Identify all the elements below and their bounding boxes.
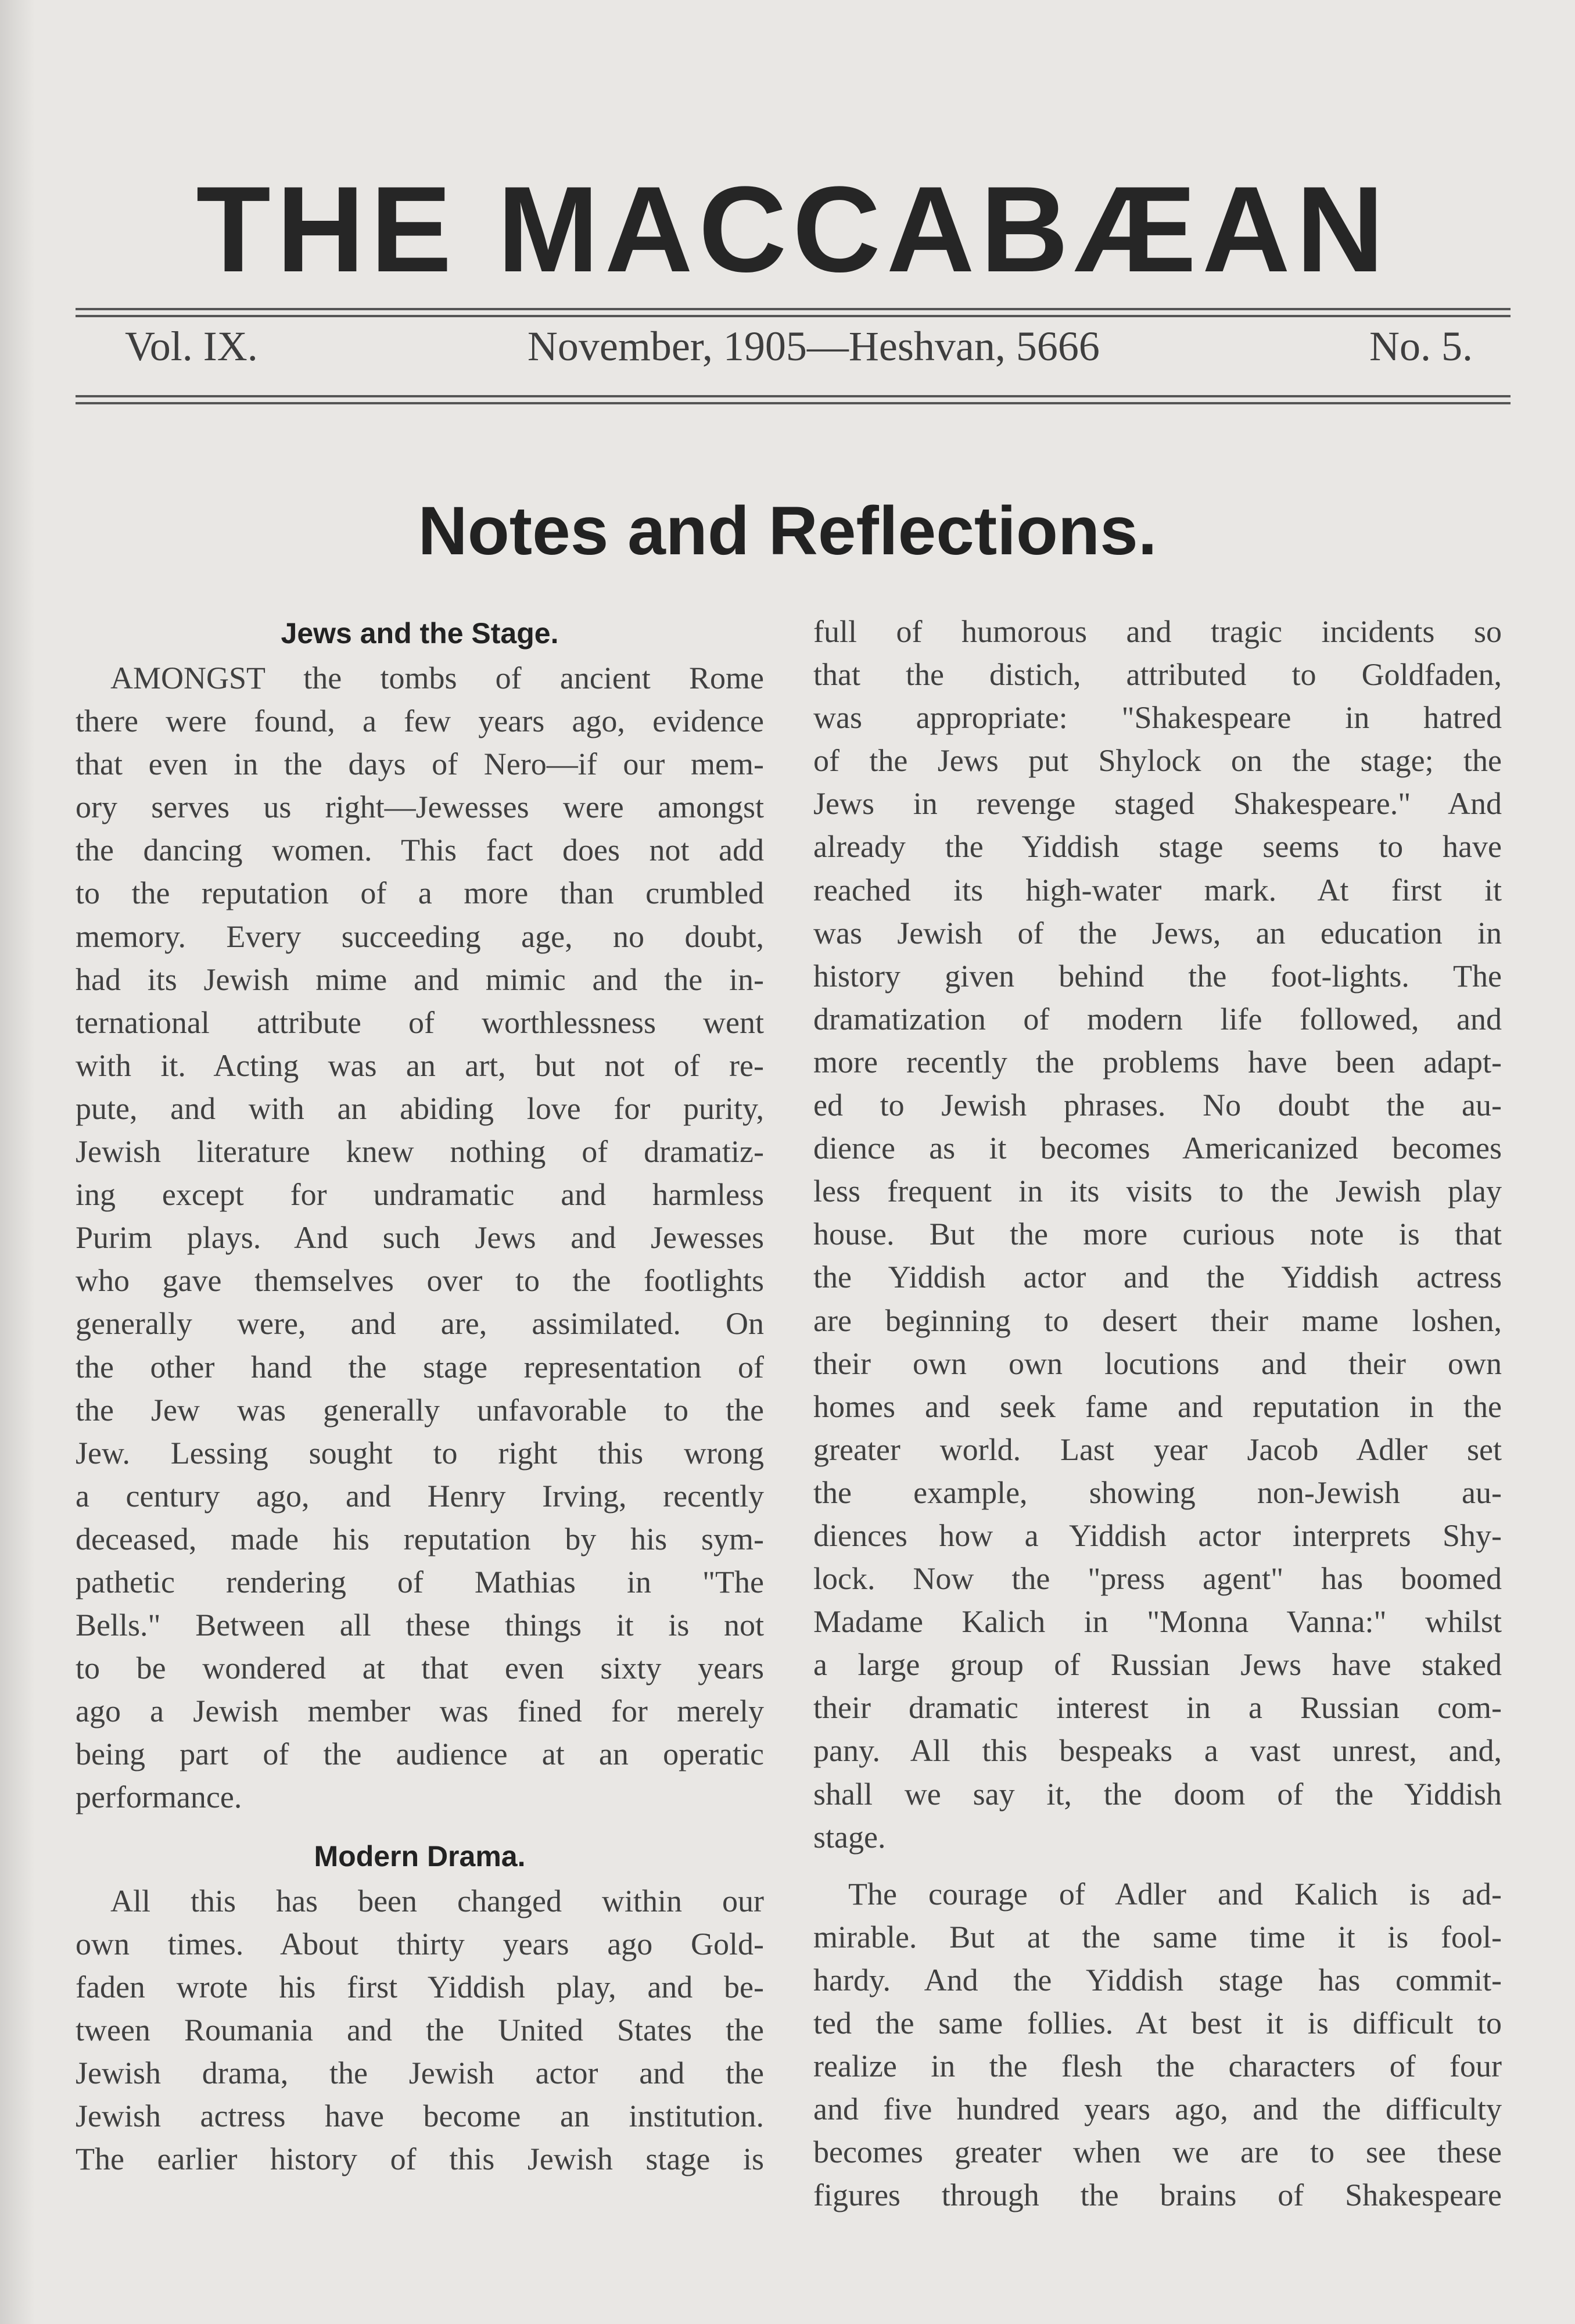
text-line: the dancing women. This fact does not add — [76, 833, 764, 868]
page-gutter-shadow — [0, 0, 35, 2324]
text-line: performance. — [76, 1780, 242, 1815]
text-line: tween Roumania and the United States the — [76, 2012, 764, 2047]
text-line: becomes greater when we are to see these — [813, 2135, 1502, 2170]
text-line: ed to Jewish phrases. No doubt the au- — [813, 1088, 1502, 1123]
text-line: lock. Now the "press agent" has boomed — [813, 1561, 1502, 1597]
text-line: AMONGST the tombs of ancient Rome — [110, 661, 764, 695]
masthead-rule-top — [76, 308, 1511, 310]
text-line: the example, showing non-Jewish au- — [813, 1475, 1502, 1510]
text-line: greater world. Last year Jacob Adler set — [813, 1432, 1502, 1467]
text-line: being part of the audience at an operatic — [76, 1737, 764, 1772]
text-line: All this has been changed within our — [110, 1883, 764, 1918]
text-line: The earlier history of this Jewish stage is — [76, 2142, 764, 2177]
text-line: to the reputation of a more than crumbled — [76, 876, 764, 911]
paragraph-jews-and-the-stage — [76, 657, 764, 1819]
text-line: Jews in revenge staged Shakespeare." And — [813, 786, 1502, 822]
text-line: Jew. Lessing sought to right this wrong — [76, 1435, 764, 1471]
issue-number: No. 5. — [1369, 323, 1473, 370]
text-line: with it. Acting was an art, but not of re- — [76, 1048, 764, 1083]
left-column — [76, 610, 764, 2180]
masthead-rule-bottom-2 — [76, 402, 1511, 404]
paragraph-courage — [813, 1873, 1502, 2217]
text-line: of the Jews put Shylock on the stage; the — [813, 743, 1502, 779]
text-line: less frequent in its visits to the Jewish play — [813, 1174, 1502, 1209]
text-line: pute, and with an abiding love for purity, — [76, 1091, 764, 1126]
text-line: dramatization of modern life followed, and — [813, 1001, 1502, 1037]
text-line: generally were, and are, assimilated. On — [76, 1306, 764, 1342]
text-line: there were found, a few years ago, evidence — [76, 704, 764, 739]
text-line: had its Jewish mime and mimic and the in- — [76, 962, 764, 997]
subhead-modern-drama: Modern Drama. — [314, 1839, 526, 1873]
text-line: deceased, made his reputation by his sym- — [76, 1521, 764, 1556]
text-line: pany. All this bespeaks a vast unrest, and, — [813, 1733, 1502, 1769]
paragraph-gap — [76, 1819, 764, 1833]
text-line: their own own locutions and their own — [813, 1346, 1502, 1381]
text-line: memory. Every succeeding age, no doubt, — [76, 919, 764, 954]
text-line: their dramatic interest in a Russian com- — [813, 1690, 1502, 1726]
text-line: The courage of Adler and Kalich is ad- — [848, 1876, 1502, 1911]
text-line: dience as it becomes Americanized becomes — [813, 1131, 1502, 1166]
text-line: house. But the more curious note is that — [813, 1217, 1502, 1252]
text-line: ory serves us right—Jewesses were amongst — [76, 790, 764, 825]
paragraph-modern-drama — [76, 1880, 764, 2181]
text-line: Jewish literature knew nothing of dramatiz- — [76, 1134, 764, 1170]
text-line: diences how a Yiddish actor interprets Shy- — [813, 1518, 1502, 1553]
text-line: ted the same follies. At best it is difficult to — [813, 2006, 1502, 2040]
text-line: was appropriate: "Shakespeare in hatred — [813, 700, 1502, 736]
text-line: Bells." Between all these things it is not — [76, 1608, 764, 1643]
issue-line — [125, 323, 1473, 370]
text-line: who gave themselves over to the footlights — [76, 1263, 764, 1299]
masthead-rule-top-2 — [76, 315, 1511, 317]
text-line: and five hundred years ago, and the difficulty — [813, 2092, 1502, 2127]
text-line: Purim plays. And such Jews and Jewesses — [76, 1220, 764, 1256]
text-line: homes and seek fame and reputation in the — [813, 1389, 1502, 1424]
masthead-rule-bottom — [76, 395, 1511, 397]
text-line: a century ago, and Henry Irving, recently — [76, 1478, 764, 1514]
text-line: stage. — [813, 1819, 886, 1855]
paragraph-gap — [813, 1859, 1502, 1873]
section-title: Notes and Reflections. — [418, 493, 1157, 569]
text-line: was Jewish of the Jews, an education in — [813, 915, 1502, 951]
text-line: that even in the days of Nero—if our mem- — [76, 747, 764, 782]
text-line: mirable. But at the same time it is fool- — [813, 1919, 1502, 1954]
text-line: ternational attribute of worthlessness went — [76, 1005, 764, 1040]
subhead-jews-and-the-stage: Jews and the Stage. — [281, 617, 559, 650]
text-line: figures through the brains of Shakespeare — [813, 2178, 1502, 2213]
text-line: reached its high-water mark. At first it — [813, 872, 1502, 908]
text-line: Jewish actress have become an institution. — [76, 2099, 764, 2133]
text-line: ago a Jewish member was fined for merely — [76, 1694, 764, 1729]
text-line: already the Yiddish stage seems to have — [813, 829, 1502, 865]
text-line: hardy. And the Yiddish stage has commit- — [813, 1962, 1502, 1997]
text-line: own times. About thirty years ago Gold- — [76, 1926, 764, 1961]
text-line: shall we say it, the doom of the Yiddish — [813, 1776, 1502, 1812]
text-line: to be wondered at that even sixty years — [76, 1651, 764, 1686]
text-line: that the distich, attributed to Goldfaden, — [813, 657, 1502, 693]
text-line: full of humorous and tragic incidents so — [813, 614, 1502, 649]
text-line: faden wrote his first Yiddish play, and be- — [76, 1969, 764, 2004]
text-line: the other hand the stage representation of — [76, 1349, 764, 1385]
text-line: more recently the problems have been adapt- — [813, 1044, 1502, 1079]
text-line: are beginning to desert their mame loshen, — [813, 1303, 1502, 1338]
issue-date: November, 1905—Heshvan, 5666 — [527, 323, 1100, 370]
text-line: the Yiddish actor and the Yiddish actress — [813, 1260, 1502, 1295]
right-column — [813, 610, 1502, 2217]
text-line: history given behind the foot-lights. The — [813, 958, 1502, 994]
text-line: ing except for undramatic and harmless — [76, 1177, 764, 1213]
paragraph-yiddish-stage — [813, 610, 1502, 1859]
text-line: Madame Kalich in "Monna Vanna:" whilst — [813, 1604, 1502, 1640]
text-line: the Jew was generally unfavorable to the — [76, 1392, 764, 1428]
text-line: realize in the flesh the characters of four — [813, 2049, 1502, 2084]
volume-label: Vol. IX. — [125, 323, 258, 370]
text-line: a large group of Russian Jews have staked — [813, 1647, 1502, 1683]
text-line: pathetic rendering of Mathias in "The — [76, 1564, 764, 1599]
text-line: Jewish drama, the Jewish actor and the — [76, 2055, 764, 2090]
masthead-title: THE MACCABÆAN — [196, 161, 1390, 297]
